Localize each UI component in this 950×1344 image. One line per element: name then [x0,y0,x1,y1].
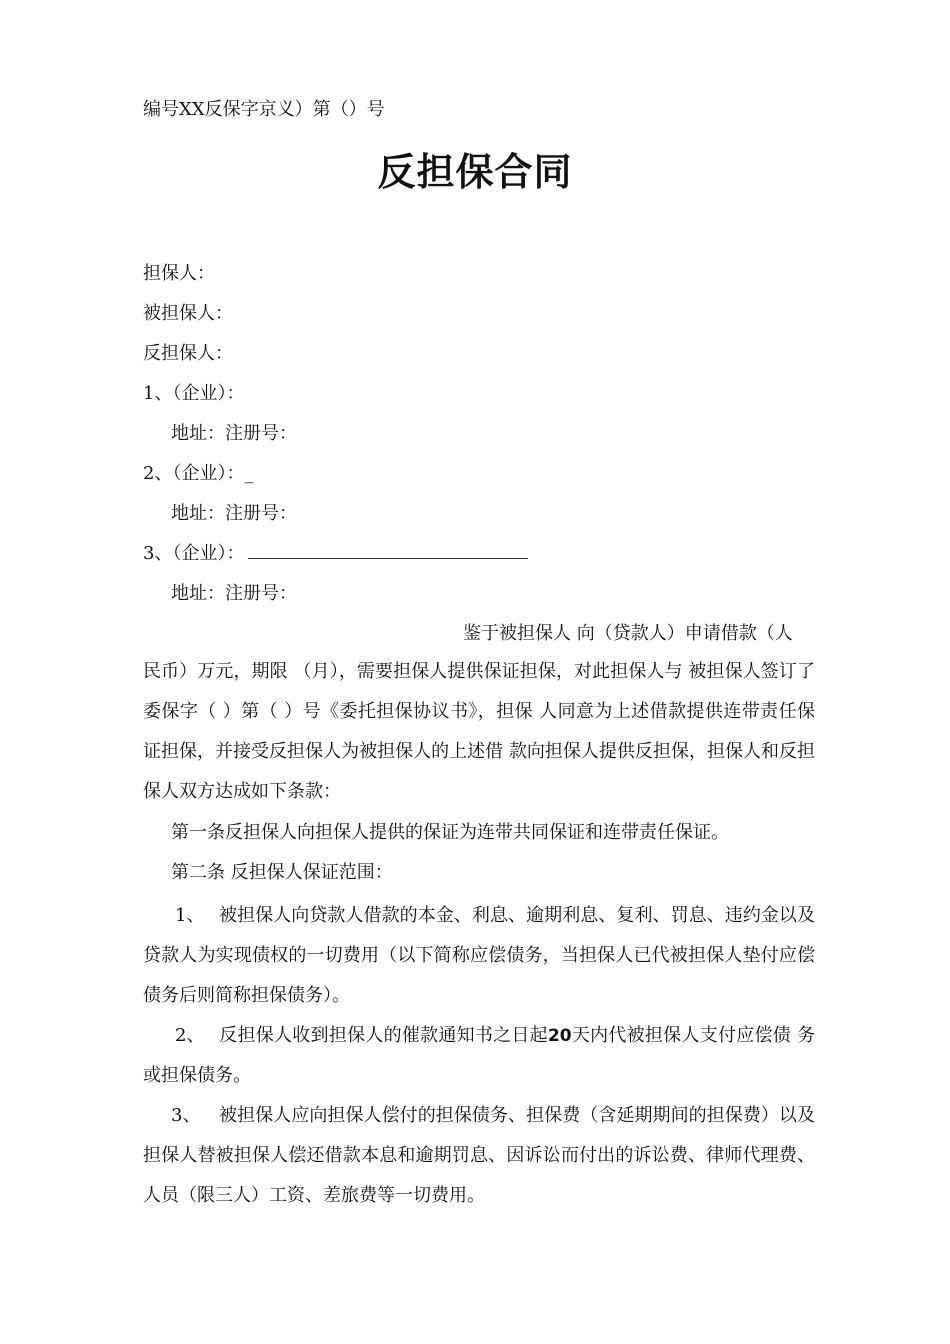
item-1 [143,896,815,1016]
item-2-text-b: 天内代被担保人支付应偿债 务或担保债务。 [143,1025,815,1086]
guaranteed-label: 被担保人： [143,303,233,324]
enterprise-1-address: 地址：注册号： [171,423,297,444]
article-1: 第一条反担保人向担保人提供的保证为连带共同保证和连带责任保证。 [171,822,729,843]
enterprise-3-row [143,542,528,566]
enterprise-3-blank [248,544,528,559]
document-title: 反担保合同 [377,149,573,194]
document-number: 编号XX反保字京义）第（）号 [143,99,385,120]
item-1-number: 1、 [175,905,205,926]
item-3-text: 被担保人应向担保人偿付的担保债务、担保费（含延期期间的担保费）以及担保人替被担保人偿还借款本息和逾期罚息、因诉讼而付出的诉讼费、律师代理费、人员（限三人）工资、差旅费等一切费用。 [143,1105,815,1206]
item-3-number: 3、 [171,1105,201,1126]
item-2-text-a: 反担保人收到担保人的催款通知书之日起 [219,1025,548,1046]
item-2-number: 2、 [175,1025,205,1046]
counter-guarantor-label: 反担保人： [143,343,233,364]
item-2 [143,1016,815,1096]
article-2-title: 第二条 反担保人保证范围： [171,862,393,883]
item-1-text: 被担保人向贷款人借款的本金、利息、逾期利息、复利、罚息、违约金以及贷款人为实现债权的一切费用（以下简称应偿债务，当担保人已代被担保人垫付应偿债务后则简称担保债务）。 [143,905,815,1006]
enterprise-2-label: 2、（企业）：_ [143,463,254,484]
enterprise-3-label: 3、（企业）： [143,543,245,564]
guarantor-label: 担保人： [143,263,215,284]
item-3 [143,1096,815,1216]
enterprise-2-address: 地址：注册号： [171,503,297,524]
preamble-first-line: 鉴于被担保人 向（贷款人）申请借款（人 [463,623,793,644]
preamble-body: 民币）万元，期限 （月），需要担保人提供保证担保，对此担保人与 被担保人签订了 委保字（ ）第（ ）号《委托担保协议书》，担保 人同意为上述借款提供连带责任保证担保，并接受反担保人为被担保人的上述借 款向担保人提供反担保，担保人和反担保人双方达成如下条款： [143,661,815,802]
enterprise-1-label: 1、（企业）： [143,383,245,404]
enterprise-3-address: 地址：注册号： [171,583,297,604]
item-2-days: 20 [547,1026,572,1046]
